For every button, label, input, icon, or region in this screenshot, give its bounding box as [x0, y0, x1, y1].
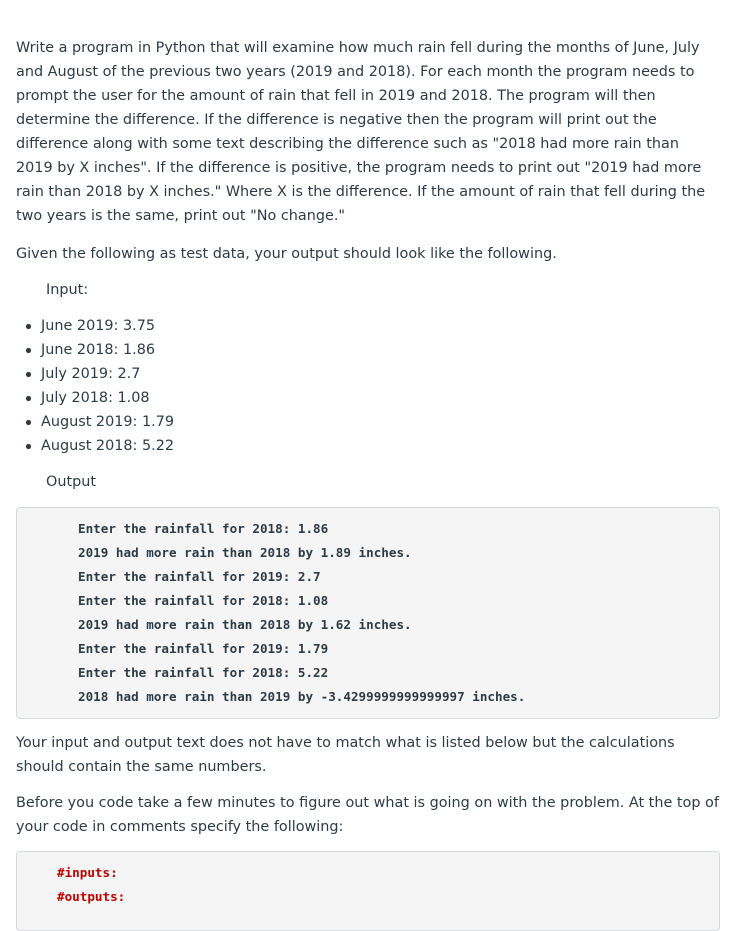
output-line: Enter the rainfall for 2019: 2.7: [78, 569, 321, 584]
input-item-august-2018: August 2018: 5.22: [41, 434, 719, 458]
output-line: Enter the rainfall for 2019: 1.79: [78, 641, 329, 656]
input-list: [16, 314, 719, 458]
comments-code-block: [16, 851, 720, 931]
note-paragraph: Your input and output text does not have to match what is listed below but the calculations should contain the same numbers.: [16, 735, 675, 775]
input-item-july-2018: July 2018: 1.08: [41, 386, 719, 410]
output-line: Enter the rainfall for 2018: 1.08: [78, 593, 329, 608]
input-item-july-2019: July 2019: 2.7: [41, 362, 719, 386]
comment-line-inputs: #inputs:: [57, 865, 118, 880]
before-paragraph: Before you code take a few minutes to figure out what is going on with the problem. At the top of your code in comments specify the following:: [16, 795, 719, 835]
output-label: Output: [46, 474, 96, 490]
input-label: Input:: [46, 282, 89, 298]
input-item-august-2019: August 2019: 1.79: [41, 410, 719, 434]
input-item-june-2018: June 2018: 1.86: [41, 338, 719, 362]
output-line: 2018 had more rain than 2019 by -3.4299999999999997 inches.: [78, 689, 526, 704]
output-code-block: [16, 507, 720, 719]
output-line: Enter the rainfall for 2018: 5.22: [78, 665, 329, 680]
output-line: Enter the rainfall for 2018: 1.86: [78, 521, 329, 536]
output-line: 2019 had more rain than 2018 by 1.62 inches.: [78, 617, 412, 632]
comment-line-outputs: #outputs:: [57, 889, 126, 904]
output-line: 2019 had more rain than 2018 by 1.89 inches.: [78, 545, 412, 560]
intro-paragraph: Write a program in Python that will examine how much rain fell during the months of June, July and August of the previous two years (2019 and 2018). For each month the program needs to prompt the user for the amount of rain that fell in 2019 and 2018. The program will then determine the difference. If the difference is negative then the program will print out the difference along with some text describing the difference such as "2018 had more rain than 2019 by X inches". If the difference is positive, the program needs to print out "2019 had more rain than 2018 by X inches." Where X is the difference. If the amount of rain that fell during the two years is the same, print out "No change.": [16, 40, 706, 224]
given-text: Given the following as test data, your output should look like the following.: [16, 246, 557, 262]
input-item-june-2019: June 2019: 3.75: [41, 314, 719, 338]
